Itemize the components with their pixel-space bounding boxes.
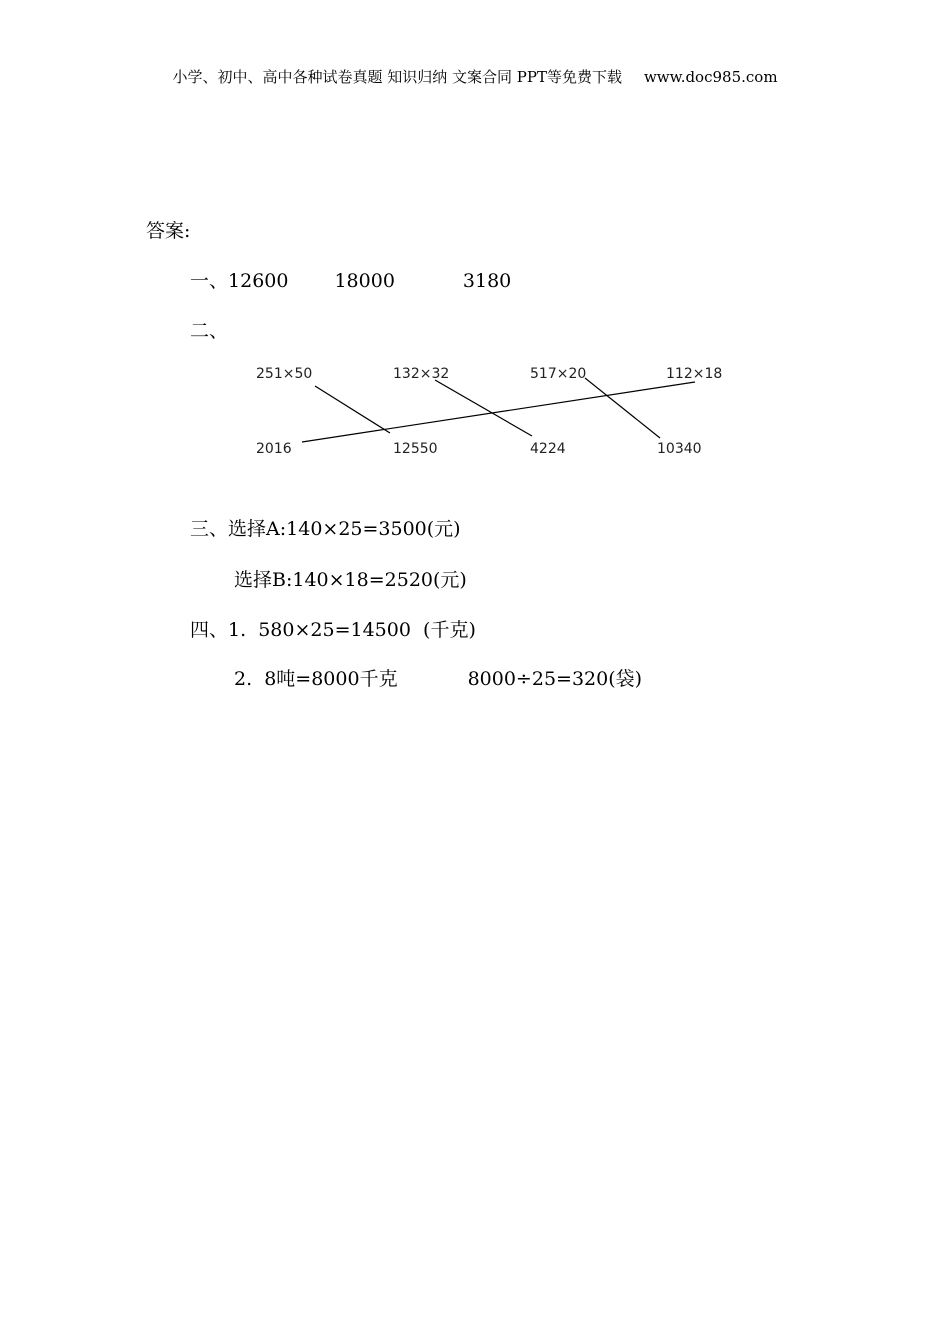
header-url: www.doc985.com — [643, 68, 778, 86]
answer-value: 3180 — [462, 270, 512, 292]
section-4-item-2 — [234, 664, 642, 691]
top-label: 517×20 — [530, 366, 587, 382]
page-header — [0, 66, 950, 87]
section-1-prefix: 一、 — [190, 270, 229, 292]
section-3-prefix: 三、 — [190, 518, 229, 540]
header-text: 小学、初中、高中各种试卷真题 知识归纳 文案合同 PPT等免费下载 — [172, 68, 622, 86]
section-1 — [190, 266, 511, 293]
bottom-label: 12550 — [393, 441, 438, 457]
match-line — [435, 380, 532, 436]
match-line — [302, 382, 695, 442]
matching-diagram-svg — [250, 358, 740, 468]
bottom-label: 4224 — [530, 441, 566, 457]
matching-diagram — [250, 358, 740, 468]
answer-value: 12600 — [228, 270, 289, 292]
bottom-label: 2016 — [256, 441, 292, 457]
section-2-prefix: 二、 — [190, 320, 229, 342]
item-2-calculation: 8000÷25=320(袋) — [467, 668, 643, 690]
option-a-text: 选择A:140×25=3500(元) — [228, 518, 461, 540]
match-line — [315, 386, 390, 433]
top-label: 251×50 — [256, 366, 313, 382]
top-label: 112×18 — [666, 366, 723, 382]
section-3-line-a — [190, 514, 461, 541]
section-4-item-1 — [190, 615, 476, 642]
top-label: 132×32 — [393, 366, 450, 382]
item-1-text: 1. 580×25=14500 (千克) — [228, 619, 476, 641]
answer-value: 18000 — [334, 270, 395, 292]
section-4-prefix: 四、 — [190, 619, 229, 641]
item-2-conversion: 2. 8吨=8000千克 — [234, 668, 398, 690]
match-line — [585, 378, 660, 438]
bottom-label: 10340 — [657, 441, 702, 457]
option-b-text: 选择B:140×18=2520(元) — [234, 569, 467, 591]
answer-title: 答案: — [146, 220, 191, 242]
